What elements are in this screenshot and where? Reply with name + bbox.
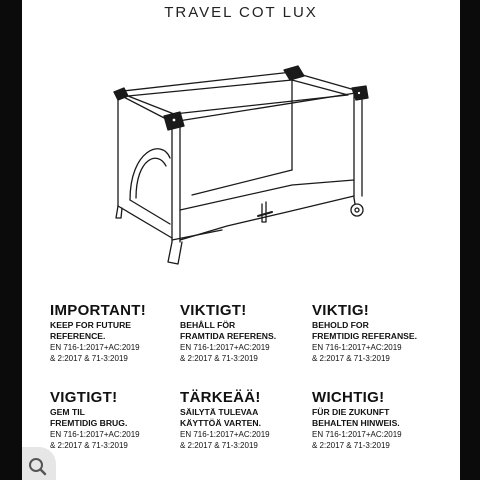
warning-line: SÄILYTÄ TULEVAA xyxy=(180,407,259,417)
warning-line: BEHOLD FOR xyxy=(312,320,369,330)
warning-heading: IMPORTANT! xyxy=(50,302,147,319)
warning-line: KÄYTTÖÄ VARTEN. xyxy=(180,418,262,428)
manual-cover-page xyxy=(22,0,460,480)
standard-line: & 2:2017 & 71-3:2019 xyxy=(312,354,390,363)
standard-line: EN 716-1:2017+AC:2019 xyxy=(180,343,270,352)
lens-search-icon xyxy=(22,447,56,480)
standard-line: & 2:2017 & 71-3:2019 xyxy=(180,441,258,450)
travel-cot-illustration xyxy=(22,0,460,290)
standard-line: & 2:2017 & 71-3:2019 xyxy=(50,354,128,363)
warning-line: FRAMTIDA REFERENS. xyxy=(180,331,277,341)
warning-line: BEHÅLL FÖR xyxy=(180,320,236,330)
warning-line: BEHALTEN HINWEIS. xyxy=(312,418,400,428)
standard-line: & 2:2017 & 71-3:2019 xyxy=(312,441,390,450)
warning-block-swedish xyxy=(180,302,276,364)
warning-heading: WICHTIG! xyxy=(312,389,385,406)
warning-line: FREMTIDIG REFERANSE. xyxy=(312,331,418,341)
warning-heading: TÄRKEÄÄ! xyxy=(180,389,261,406)
lens-search-button[interactable] xyxy=(22,447,56,480)
standard-line: EN 716-1:2017+AC:2019 xyxy=(312,343,402,352)
standard-line: EN 716-1:2017+AC:2019 xyxy=(180,430,270,439)
warning-heading: VIKTIG! xyxy=(312,302,370,319)
standard-line: & 2:2017 & 71-3:2019 xyxy=(50,441,128,450)
warning-block-english xyxy=(50,302,146,364)
warning-line: REFERENCE. xyxy=(50,331,106,341)
standard-line: & 2:2017 & 71-3:2019 xyxy=(180,354,258,363)
standard-line: EN 716-1:2017+AC:2019 xyxy=(50,343,140,352)
warning-line: FÜR DIE ZUKUNFT xyxy=(312,407,390,417)
warning-heading: VIKTIGT! xyxy=(180,302,247,319)
warning-block-german xyxy=(312,389,402,451)
warning-block-norwegian xyxy=(312,302,417,364)
standard-line: EN 716-1:2017+AC:2019 xyxy=(50,430,140,439)
warning-block-finnish xyxy=(180,389,270,451)
warning-heading: VIGTIGT! xyxy=(50,389,118,406)
warning-line: KEEP FOR FUTURE xyxy=(50,320,132,330)
warning-line: GEM TIL xyxy=(50,407,85,417)
warning-line: FREMTIDIG BRUG. xyxy=(50,418,128,428)
product-title: TRAVEL COT LUX xyxy=(164,4,318,21)
standard-line: EN 716-1:2017+AC:2019 xyxy=(312,430,402,439)
warning-block-danish xyxy=(50,389,140,451)
